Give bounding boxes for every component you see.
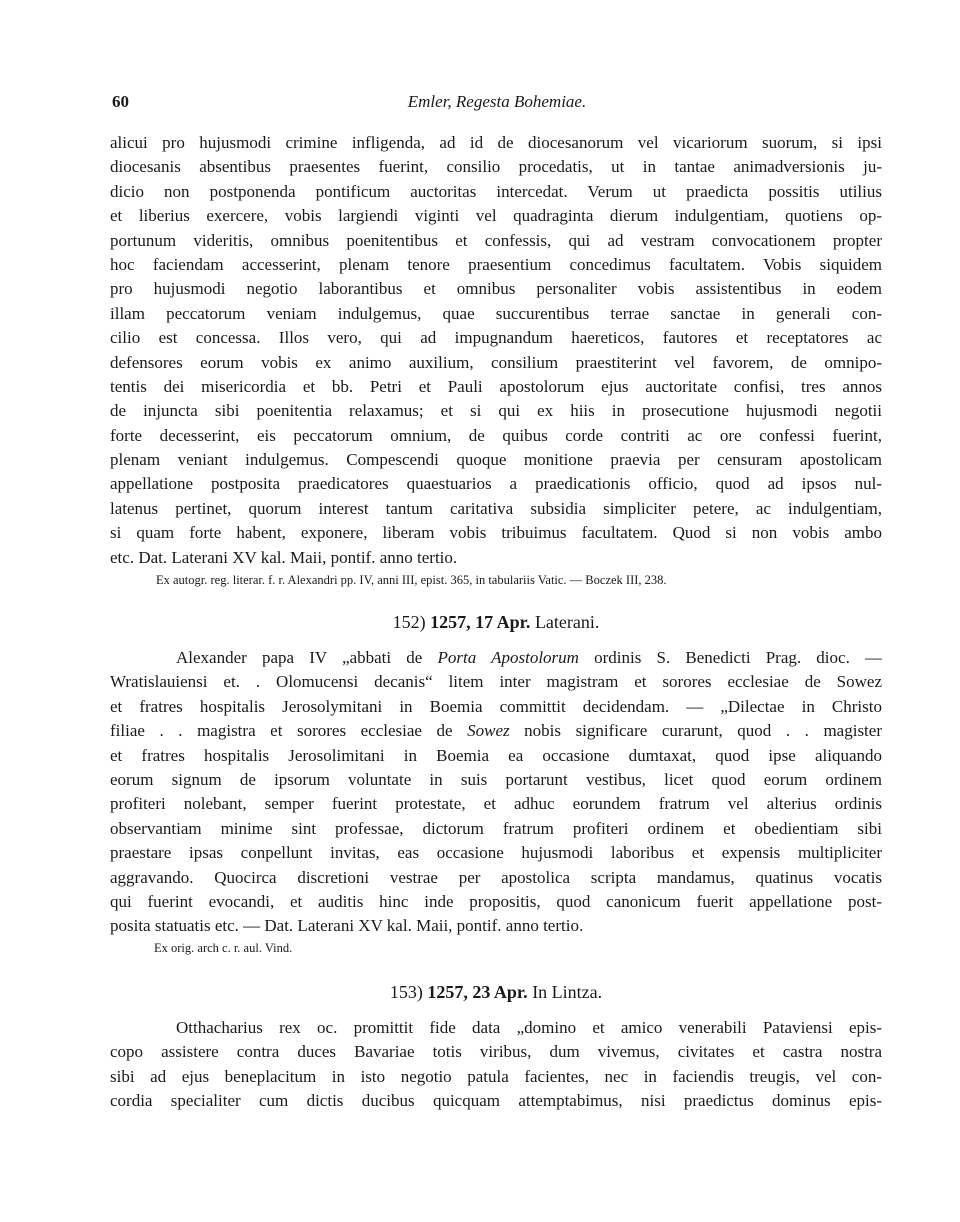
text-line: diocesanis absentibus praesentes fuerint, consilio procedatis, ut in tantae animadversionis ju- [110,157,882,177]
text-line: filiae . . magistra et sorores ecclesiae de Sowez nobis significare curarunt, quod . . magister [110,721,882,741]
text-line: copo assistere contra duces Bavariae totis viribus, dum vivemus, civitates et castra nostra [110,1042,882,1062]
text-line: defensores eorum vobis ex animo auxilium, consilium praestiterint vel favorem, de omnipo- [110,352,882,372]
running-title: Emler, Regesta Bohemiae. [407,92,587,111]
entry-number: 152) [392,612,426,632]
text-line: latenus pertinet, quorum interest tantum caritativa subsidia simpliciter petere, ac indulgentiam, [110,498,882,518]
text-line: forte decesserint, eis peccatorum omnium, de quibus corde contriti ac ore confessi fuerint, [110,425,882,445]
text-line: plenam veniant indulgemus. Compescendi quoque monitione praevia per censuram apostolicam [110,450,882,470]
text-line: et fratres hospitalis Jerosolymitani in Boemia committit decidendam. — „Dilectae in Christo [110,696,882,716]
source-note: Ex autogr. reg. literar. f. r. Alexandri pp. IV, anni III, epist. 365, in tabulariis Vatic. — Boczek III, 238. [156,573,667,587]
text-line-last: etc. Dat. Laterani XV kal. Maii, pontif. anno tertio. [110,547,458,567]
text-block-152 [110,646,882,939]
text-line: aggravando. Quocirca discretioni vestrae per apostolica scripta mandamus, quatinus vocatis [110,867,882,887]
text-line: hoc faciendam accesserint, plenam tenore praesentium concedimus facultatem. Vobis siquidem [110,254,882,274]
text-line: et fratres hospitalis Jerosolimitani in Boemia ea occasione dumtaxat, quod ipse aliquando [110,745,882,765]
page-header [112,92,882,116]
text-line: dicio non postponenda pontificum auctoritas intercedat. Verum ut praedicta possitis utilius [110,181,882,201]
text-line: praestare ipsas conpellunt invitas, eas occasione hujusmodi laboribus et expensis multipliciter [110,843,882,863]
text-line: et liberius exercere, vobis largiendi viginti vel quadraginta dierum indulgentiam, quotiens op- [110,206,882,226]
entry-heading-152 [110,612,882,633]
text-line: de injuncta sibi poenitentia relaxamus; et si qui ex hiis in prosecutione hujusmodi negotii [110,401,882,421]
entry-place: In Lintza. [532,982,603,1002]
text-block-continuation [110,131,882,570]
entry-heading-153 [110,982,882,1003]
text-line: appellatione postposita praedicatores quaestuarios a praedicationis officio, quod ad ipsos nul- [110,474,882,494]
text-line: observantiam minime sint professae, dictorum fratrum profiteri ordinem et obedientiam sibi [110,818,882,838]
entry-number: 153) [389,982,423,1002]
text-block-153 [110,1016,882,1114]
page-number: 60 [112,92,129,111]
text-line: sibi ad ejus beneplacitum in isto negotio patula facientes, nec in faciendis treugis, vel con- [110,1066,882,1086]
source-note: Ex orig. arch c. r. aul. Vind. [154,941,293,955]
text-line: alicui pro hujusmodi crimine infligenda, ad id de diocesanorum vel vicariorum suorum, si ipsi [110,133,882,152]
text-line: tentis dei misericordia et bb. Petri et Pauli apostolorum ejus auctoritate confisi, tres annos [110,376,882,396]
text-line: profiteri nolebant, semper fuerint protestate, et adhuc eorundem fratrum vel alterius ordinis [110,794,882,814]
text-line: cordia specialiter cum dictis ducibus quicquam attemptabimus, nisi praedictus dominus epis- [110,1091,882,1111]
text-line-last: posita statuatis etc. — Dat. Laterani XV kal. Maii, pontif. anno tertio. [110,916,584,936]
text-line: Wratislauiensi et. . Olomucensi decanis“ litem inter magistram et sorores ecclesiae de Sowez [110,672,882,692]
entry-place: Laterani. [534,612,600,632]
text-line: pro hujusmodi negotio laborantibus et omnibus personaliter vobis assistentibus in eodem [110,279,882,299]
text-line: si quam forte habent, exponere, liberam vobis tribuimus facultatem. Quod si non vobis ambo [110,523,882,543]
text-line: eorum signum de ipsorum voluntate in suis portarunt vestibus, licet quod eorum ordinem [110,769,882,789]
text-line-first: Otthacharius rex oc. promittit fide data „domino et amico venerabili Pataviensi epis- [176,1018,882,1037]
entry-date: 1257, 23 Apr. [427,982,528,1002]
text-line: qui fuerint evocandi, et auditis hinc inde propositis, quod canonicum fuerit appellatione post- [110,891,882,911]
text-line-first: Alexander papa IV „abbati de Porta Apostolorum ordinis S. Benedicti Prag. dioc. — [176,648,882,667]
text-line: portunum videritis, omnibus poenitentibus et confessis, qui ad vestram convocationem propter [110,230,882,250]
text-line: illam peccatorum veniam indulgemus, quae succurentibus terrae sanctae in generali con- [110,303,882,323]
text-line: cilio est concessa. Illos vero, qui ad impugnandum haereticos, fautores et receptatores ac [110,328,882,348]
entry-date: 1257, 17 Apr. [430,612,531,632]
